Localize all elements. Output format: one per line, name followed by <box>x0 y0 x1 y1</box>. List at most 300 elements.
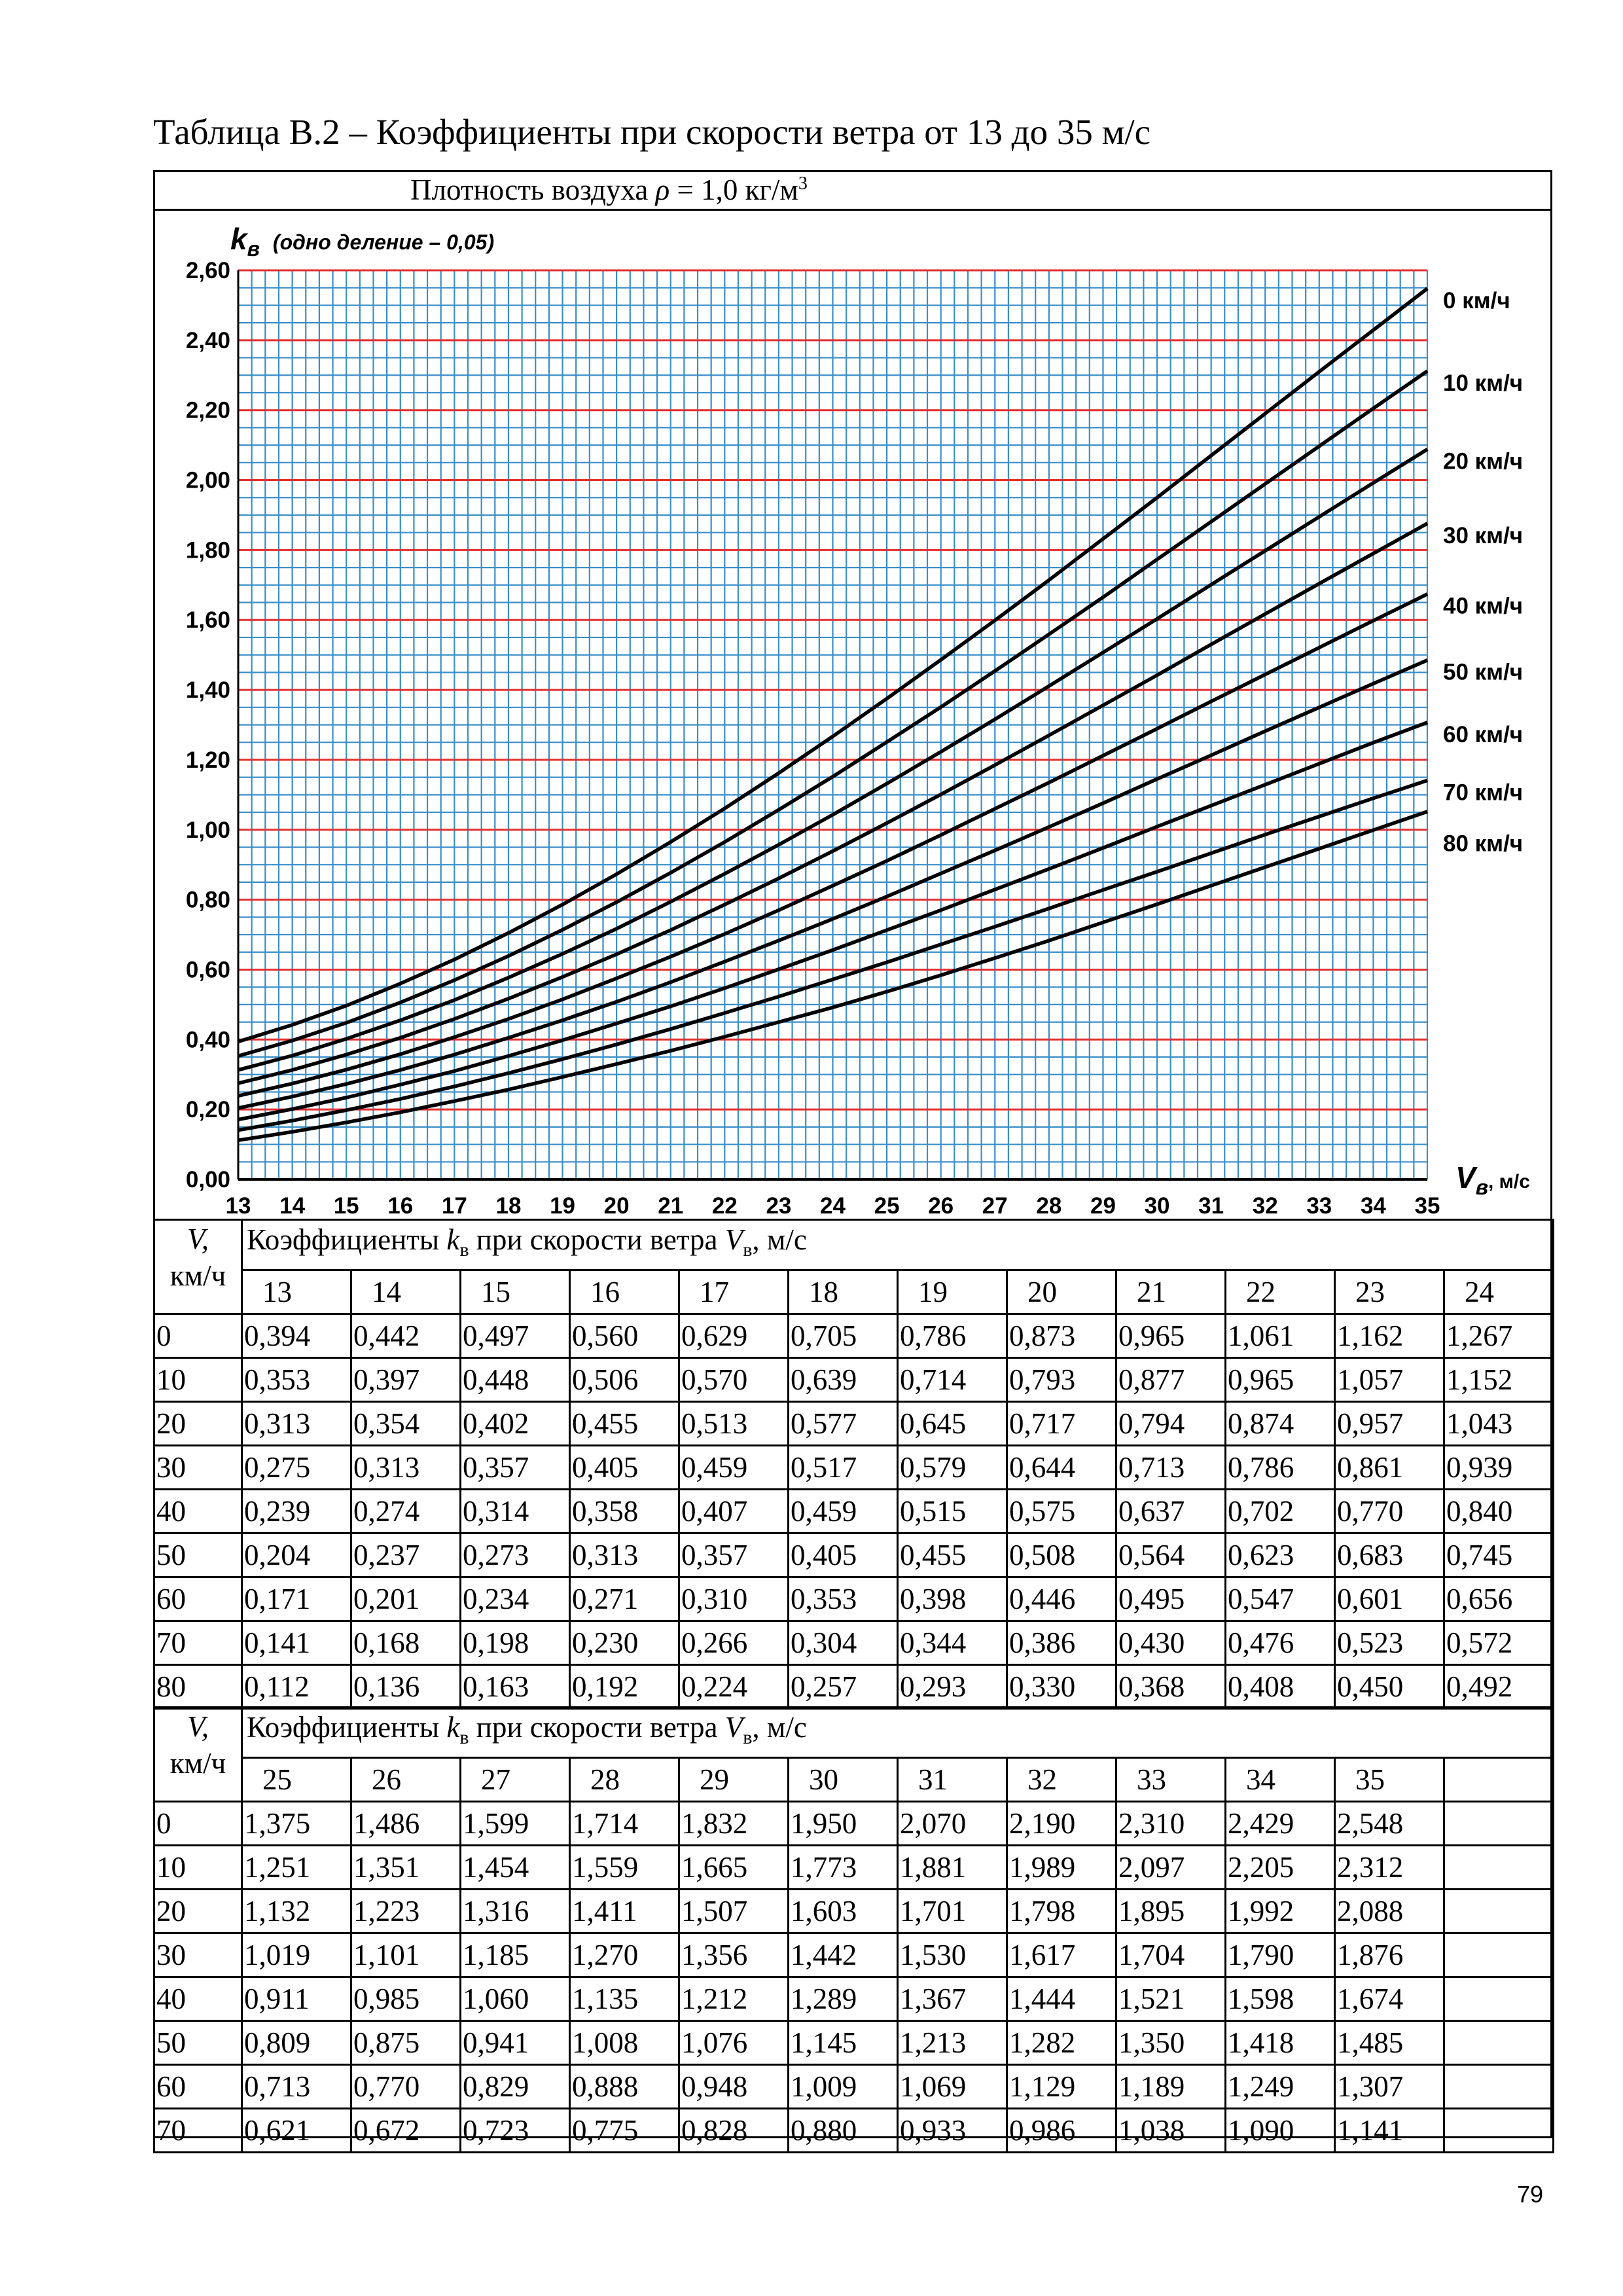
chart-grid <box>238 270 1427 1179</box>
coefficient-chart <box>155 213 1550 1219</box>
row-speed-cell: 30 <box>154 1933 242 1977</box>
coefficient-cell: 0,985 <box>351 1977 461 2021</box>
series-labels <box>1443 288 1523 857</box>
x-tick-label: 30 <box>1144 1193 1170 1219</box>
coefficient-cell: 1,289 <box>789 1977 898 2021</box>
series-label: 10 км/ч <box>1443 370 1524 396</box>
y-tick-label: 0,40 <box>185 1027 230 1053</box>
coefficient-cell: 0,717 <box>1007 1402 1116 1446</box>
coefficient-cell: 2,310 <box>1116 1802 1226 1846</box>
coefficient-cell: 1,714 <box>570 1802 679 1846</box>
coefficient-cell: 0,112 <box>242 1665 351 1709</box>
coefficient-cell: 0,497 <box>461 1314 570 1358</box>
coefficient-cell: 0,506 <box>570 1358 679 1402</box>
coefficient-cell: 1,530 <box>898 1933 1007 1977</box>
coefficient-cell: 1,674 <box>1335 1977 1444 2021</box>
speed-header-cell: 17 <box>679 1270 789 1314</box>
x-tick-label: 29 <box>1090 1193 1116 1219</box>
coefficient-cell: 0,455 <box>898 1534 1007 1577</box>
coefficient-cell: 0,911 <box>242 1977 351 2021</box>
speed-header-cell: 35 <box>1335 1758 1444 1802</box>
coefficient-cell: 0,459 <box>789 1490 898 1534</box>
coefficient-cell: 1,790 <box>1226 1933 1335 1977</box>
row-speed-cell: 70 <box>154 2109 242 2153</box>
coefficient-cell <box>1444 2021 1554 2065</box>
coefficient-cell: 2,205 <box>1226 1846 1335 1890</box>
coefficient-cell: 1,135 <box>570 1977 679 2021</box>
coefficient-cell: 0,705 <box>789 1314 898 1358</box>
x-tick-label: 33 <box>1306 1193 1332 1219</box>
coefficient-cell: 1,521 <box>1116 1977 1226 2021</box>
coefficient-cell: 0,880 <box>789 2109 898 2153</box>
coefficient-cell: 0,794 <box>1116 1402 1226 1446</box>
x-tick-label: 16 <box>387 1193 414 1219</box>
coefficient-cell: 0,874 <box>1226 1402 1335 1446</box>
speed-header-cell: 23 <box>1335 1270 1444 1314</box>
coefficient-cell: 0,570 <box>679 1358 789 1402</box>
coefficient-cell: 1,895 <box>1116 1890 1226 1933</box>
speed-header-cell: 22 <box>1226 1270 1335 1314</box>
coefficient-cell: 0,770 <box>1335 1490 1444 1534</box>
coefficients-table-2 <box>153 1706 1554 2153</box>
coefficient-cell: 0,275 <box>242 1446 351 1490</box>
table-row <box>154 1802 1554 1846</box>
coefficient-cell: 1,507 <box>679 1890 789 1933</box>
coefficient-cell: 0,672 <box>351 2109 461 2153</box>
speed-unit: км/ч <box>169 1259 226 1292</box>
coefficient-cell: 0,450 <box>1335 1665 1444 1709</box>
coefficient-cell: 1,267 <box>1444 1314 1554 1358</box>
coefficient-cell: 0,398 <box>898 1577 1007 1621</box>
speed-header-cell: 27 <box>461 1758 570 1802</box>
coefficient-cell: 0,793 <box>1007 1358 1116 1402</box>
y-tick-label: 2,00 <box>185 467 230 493</box>
coefficient-cell: 0,828 <box>679 2109 789 2153</box>
coefficient-cell: 1,356 <box>679 1933 789 1977</box>
x-tick-label: 28 <box>1036 1193 1062 1219</box>
coefficient-cell: 1,043 <box>1444 1402 1554 1446</box>
caption-k-sub: в <box>459 1727 469 1748</box>
coefficient-cell: 1,101 <box>351 1933 461 1977</box>
coefficient-cell: 0,702 <box>1226 1490 1335 1534</box>
table-row <box>154 1621 1554 1665</box>
coefficient-cell: 0,515 <box>898 1490 1007 1534</box>
coefficient-cell: 1,598 <box>1226 1977 1335 2021</box>
y-tick-label: 2,20 <box>185 397 230 423</box>
coefficient-cell: 0,310 <box>679 1577 789 1621</box>
coefficient-cell: 1,212 <box>679 1977 789 2021</box>
coefficient-cell: 1,375 <box>242 1802 351 1846</box>
coefficient-cell: 2,190 <box>1007 1802 1116 1846</box>
speed-column-header <box>154 1220 242 1314</box>
coefficient-cell: 0,861 <box>1335 1446 1444 1490</box>
coefficient-cell: 1,351 <box>351 1846 461 1890</box>
series-label: 60 км/ч <box>1443 721 1524 747</box>
caption-k: k <box>446 1223 460 1256</box>
coefficient-cell: 1,019 <box>242 1933 351 1977</box>
coefficient-cell: 0,368 <box>1116 1665 1226 1709</box>
table-row <box>154 1490 1554 1534</box>
coefficient-cell: 0,639 <box>789 1358 898 1402</box>
table-row <box>154 1402 1554 1446</box>
coefficient-cell: 0,508 <box>1007 1534 1116 1577</box>
table-row <box>154 2109 1554 2153</box>
coefficient-cell: 0,163 <box>461 1665 570 1709</box>
coefficient-cell: 1,129 <box>1007 2065 1116 2109</box>
coefficient-cell: 0,939 <box>1444 1446 1554 1490</box>
series-label: 0 км/ч <box>1443 287 1510 314</box>
coefficient-cell: 0,829 <box>461 2065 570 2109</box>
coefficient-cell: 0,786 <box>1226 1446 1335 1490</box>
x-tick-label: 25 <box>874 1193 900 1219</box>
row-speed-cell: 10 <box>154 1846 242 1890</box>
speed-header-cell <box>1444 1758 1554 1802</box>
coefficient-cell: 0,523 <box>1335 1621 1444 1665</box>
x-tick-label: 35 <box>1414 1193 1440 1219</box>
caption-v: V <box>724 1711 743 1744</box>
table-row <box>154 2021 1554 2065</box>
caption-v-sub: в <box>743 1727 753 1748</box>
coefficient-cell: 0,357 <box>461 1446 570 1490</box>
coefficient-cell: 1,223 <box>351 1890 461 1933</box>
x-tick-label: 17 <box>441 1193 467 1219</box>
table-row <box>154 1977 1554 2021</box>
coefficient-cell: 0,234 <box>461 1577 570 1621</box>
coefficient-cell: 0,601 <box>1335 1577 1444 1621</box>
x-tick-label: 22 <box>711 1193 738 1219</box>
row-speed-cell: 10 <box>154 1358 242 1402</box>
coefficient-cell: 1,270 <box>570 1933 679 1977</box>
coefficient-cell: 1,442 <box>789 1933 898 1977</box>
row-speed-cell: 60 <box>154 1577 242 1621</box>
row-speed-cell: 60 <box>154 2065 242 2109</box>
coefficient-cell: 1,486 <box>351 1802 461 1846</box>
caption-k: k <box>446 1711 460 1744</box>
coefficient-cell <box>1444 2109 1554 2153</box>
coefficient-cell: 0,575 <box>1007 1490 1116 1534</box>
coefficient-cell: 0,495 <box>1116 1577 1226 1621</box>
coefficient-cell: 1,798 <box>1007 1890 1116 1933</box>
row-speed-cell: 70 <box>154 1621 242 1665</box>
coefficient-cell: 1,145 <box>789 2021 898 2065</box>
x-axis-title <box>1455 1160 1530 1199</box>
speed-symbol: V, <box>187 1710 209 1743</box>
coefficient-cell: 0,965 <box>1116 1314 1226 1358</box>
coefficient-cell: 0,386 <box>1007 1621 1116 1665</box>
speed-header-cell: 26 <box>351 1758 461 1802</box>
coefficient-cell: 0,492 <box>1444 1665 1554 1709</box>
coefficient-cell: 1,665 <box>679 1846 789 1890</box>
coefficient-cell: 2,097 <box>1116 1846 1226 1890</box>
coefficient-cell: 0,564 <box>1116 1534 1226 1577</box>
coefficient-cell: 1,773 <box>789 1846 898 1890</box>
y-axis-symbol-sub: в <box>247 237 260 260</box>
row-speed-cell: 40 <box>154 1490 242 1534</box>
coefficient-cell: 1,367 <box>898 1977 1007 2021</box>
x-tick-label: 21 <box>658 1193 684 1219</box>
speed-header-cell: 24 <box>1444 1270 1554 1314</box>
table-row <box>154 1446 1554 1490</box>
row-speed-cell: 30 <box>154 1446 242 1490</box>
coefficient-cell: 0,623 <box>1226 1534 1335 1577</box>
coefficient-cell: 0,957 <box>1335 1402 1444 1446</box>
caption-v-sub: в <box>743 1239 753 1261</box>
caption-suffix: , м/с <box>752 1711 807 1744</box>
caption-mid: при скорости ветра <box>469 1223 725 1256</box>
coefficient-cell: 0,408 <box>1226 1665 1335 1709</box>
coefficient-cell <box>1444 1890 1554 1933</box>
caption-mid: при скорости ветра <box>469 1711 725 1744</box>
coefficient-cell: 0,713 <box>242 2065 351 2109</box>
speed-header-cell: 21 <box>1116 1270 1226 1314</box>
x-tick-label: 31 <box>1198 1193 1224 1219</box>
speed-header-cell: 19 <box>898 1270 1007 1314</box>
y-axis-symbol: k <box>230 222 247 256</box>
speed-header-cell: 28 <box>570 1758 679 1802</box>
coefficient-cell: 0,875 <box>351 2021 461 2065</box>
coefficient-cell: 1,307 <box>1335 2065 1444 2109</box>
coefficient-cell: 0,407 <box>679 1490 789 1534</box>
coefficient-cell: 0,645 <box>898 1402 1007 1446</box>
coefficient-cell: 0,201 <box>351 1577 461 1621</box>
row-speed-cell: 20 <box>154 1402 242 1446</box>
speed-symbol: V, <box>187 1223 209 1255</box>
coefficient-cell: 0,933 <box>898 2109 1007 2153</box>
coefficient-cell: 0,237 <box>351 1534 461 1577</box>
series-label: 40 км/ч <box>1443 593 1524 619</box>
row-speed-cell: 80 <box>154 1665 242 1709</box>
coefficient-cell: 1,061 <box>1226 1314 1335 1358</box>
coefficient-cell: 0,941 <box>461 2021 570 2065</box>
coefficient-cell: 1,603 <box>789 1890 898 1933</box>
x-tick-label: 26 <box>928 1193 954 1219</box>
coefficient-cell: 0,547 <box>1226 1577 1335 1621</box>
coefficient-cell: 2,312 <box>1335 1846 1444 1890</box>
density-row <box>153 170 1552 211</box>
coefficient-cell: 1,090 <box>1226 2109 1335 2153</box>
coefficient-cell: 1,316 <box>461 1890 570 1933</box>
coefficient-cell: 0,965 <box>1226 1358 1335 1402</box>
table-row <box>154 1846 1554 1890</box>
coefficient-cell: 0,304 <box>789 1621 898 1665</box>
y-tick-label: 0,00 <box>185 1167 230 1193</box>
speed-header-cell: 20 <box>1007 1270 1116 1314</box>
coefficient-cell: 0,293 <box>898 1665 1007 1709</box>
coefficient-cell: 0,448 <box>461 1358 570 1402</box>
coefficient-cell: 1,076 <box>679 2021 789 2065</box>
coefficient-cell: 1,213 <box>898 2021 1007 2065</box>
coefficient-cell <box>1444 1933 1554 1977</box>
row-speed-cell: 50 <box>154 2021 242 2065</box>
coefficient-cell: 0,224 <box>679 1665 789 1709</box>
coefficient-cell: 0,745 <box>1444 1534 1554 1577</box>
density-prefix: Плотность воздуха <box>410 173 656 206</box>
coefficient-cell: 2,088 <box>1335 1890 1444 1933</box>
coefficient-cell <box>1444 1977 1554 2021</box>
y-tick-label: 2,60 <box>185 258 230 283</box>
x-tick-label: 15 <box>333 1193 359 1219</box>
coefficient-cell: 0,629 <box>679 1314 789 1358</box>
x-tick-label: 18 <box>495 1193 522 1219</box>
coefficient-cell: 0,786 <box>898 1314 1007 1358</box>
coefficient-cell: 0,513 <box>679 1402 789 1446</box>
coefficient-cell: 0,402 <box>461 1402 570 1446</box>
coefficient-cell: 1,008 <box>570 2021 679 2065</box>
coefficient-cell: 0,257 <box>789 1665 898 1709</box>
y-axis-note: (одно деление – 0,05) <box>272 230 495 254</box>
coefficient-cell: 1,485 <box>1335 2021 1444 2065</box>
coefficient-cell: 0,770 <box>351 2065 461 2109</box>
coefficient-cell: 1,141 <box>1335 2109 1444 2153</box>
coefficient-cell: 0,239 <box>242 1490 351 1534</box>
x-tick-label: 34 <box>1360 1193 1386 1219</box>
row-speed-cell: 20 <box>154 1890 242 1933</box>
coefficient-cell: 0,204 <box>242 1534 351 1577</box>
coefficient-cell: 1,444 <box>1007 1977 1116 2021</box>
speed-header-cell: 34 <box>1226 1758 1335 1802</box>
y-tick-label: 0,60 <box>185 957 230 983</box>
coefficient-cell: 0,517 <box>789 1446 898 1490</box>
coefficient-cell <box>1444 1846 1554 1890</box>
coefficient-cell: 0,459 <box>679 1446 789 1490</box>
coefficient-cell: 1,009 <box>789 2065 898 2109</box>
coefficient-cell: 1,060 <box>461 1977 570 2021</box>
coefficient-cell: 1,881 <box>898 1846 1007 1890</box>
coefficient-cell: 1,832 <box>679 1802 789 1846</box>
x-tick-labels <box>226 1193 1440 1219</box>
coefficient-cell: 2,548 <box>1335 1802 1444 1846</box>
speed-header-cell: 30 <box>789 1758 898 1802</box>
coefficient-cell: 0,986 <box>1007 2109 1116 2153</box>
coefficient-cell: 0,405 <box>789 1534 898 1577</box>
coefficient-cell: 1,152 <box>1444 1358 1554 1402</box>
coefficient-cell: 0,873 <box>1007 1314 1116 1358</box>
coefficient-cell: 0,230 <box>570 1621 679 1665</box>
page-title: Таблица В.2 – Коэффициенты при скорости ветра от 13 до 35 м/с <box>153 112 1151 152</box>
row-speed-cell: 50 <box>154 1534 242 1577</box>
series-label: 50 км/ч <box>1443 659 1524 685</box>
table-row <box>154 1314 1554 1358</box>
x-tick-label: 27 <box>982 1193 1008 1219</box>
coefficient-cell: 0,354 <box>351 1402 461 1446</box>
coefficient-cell: 1,599 <box>461 1802 570 1846</box>
series-label: 80 км/ч <box>1443 831 1524 857</box>
speed-header-cell: 16 <box>570 1270 679 1314</box>
table-row <box>154 1933 1554 1977</box>
coefficient-cell: 1,038 <box>1116 2109 1226 2153</box>
coefficient-cell: 0,714 <box>898 1358 1007 1402</box>
y-tick-label: 1,80 <box>185 537 230 564</box>
coefficient-cell: 1,418 <box>1226 2021 1335 2065</box>
coefficient-cell: 1,989 <box>1007 1846 1116 1890</box>
coefficient-cell: 0,344 <box>898 1621 1007 1665</box>
y-tick-label: 1,00 <box>185 817 230 843</box>
coefficient-cell: 0,274 <box>351 1490 461 1534</box>
coefficient-cell: 0,357 <box>679 1534 789 1577</box>
coefficient-cell: 0,713 <box>1116 1446 1226 1490</box>
x-axis-symbol-sub: в <box>1475 1175 1489 1199</box>
coefficient-cell: 1,411 <box>570 1890 679 1933</box>
series-label: 20 км/ч <box>1443 448 1524 475</box>
coefficient-cell: 1,950 <box>789 1802 898 1846</box>
coefficient-cell: 1,876 <box>1335 1933 1444 1977</box>
speed-column-header <box>154 1708 242 1802</box>
caption-k-sub: в <box>459 1239 469 1261</box>
coefficient-cell: 1,069 <box>898 2065 1007 2109</box>
x-tick-label: 32 <box>1252 1193 1278 1219</box>
caption-suffix: , м/с <box>752 1223 807 1256</box>
coefficient-cell: 0,168 <box>351 1621 461 1665</box>
x-tick-label: 24 <box>820 1193 846 1219</box>
coefficient-cell <box>1444 2065 1554 2109</box>
speed-header-cell: 25 <box>242 1758 351 1802</box>
coefficient-cell: 0,141 <box>242 1621 351 1665</box>
coefficient-cell: 0,656 <box>1444 1577 1554 1621</box>
density-caption <box>410 173 808 207</box>
coefficient-cell: 0,644 <box>1007 1446 1116 1490</box>
table-row <box>154 1577 1554 1621</box>
coefficient-cell: 0,560 <box>570 1314 679 1358</box>
coefficient-cell: 0,476 <box>1226 1621 1335 1665</box>
y-tick-label: 0,20 <box>185 1097 230 1123</box>
table-row <box>154 2065 1554 2109</box>
coefficient-cell: 1,559 <box>570 1846 679 1890</box>
coefficient-cell: 0,775 <box>570 2109 679 2153</box>
speed-header-cell: 31 <box>898 1758 1007 1802</box>
coefficient-cell: 0,192 <box>570 1665 679 1709</box>
y-tick-label: 1,60 <box>185 607 230 634</box>
coefficient-cell: 0,397 <box>351 1358 461 1402</box>
coefficient-cell: 2,429 <box>1226 1802 1335 1846</box>
coefficient-cell: 1,251 <box>242 1846 351 1890</box>
coefficient-cell: 0,455 <box>570 1402 679 1446</box>
table-caption <box>242 1220 1554 1270</box>
y-axis-title <box>230 222 494 260</box>
y-tick-label: 2,40 <box>185 327 230 353</box>
page-number: 79 <box>1517 2181 1544 2208</box>
coefficient-cell: 0,171 <box>242 1577 351 1621</box>
y-tick-labels <box>186 258 230 1193</box>
coefficient-cell: 0,683 <box>1335 1534 1444 1577</box>
coefficient-cell: 0,637 <box>1116 1490 1226 1534</box>
y-tick-label: 0,80 <box>185 887 230 913</box>
coefficient-cell: 1,162 <box>1335 1314 1444 1358</box>
coefficient-cell: 0,353 <box>242 1358 351 1402</box>
coefficients-table-1 <box>153 1219 1554 1710</box>
coefficient-cell <box>1444 1802 1554 1846</box>
coefficient-cell: 1,057 <box>1335 1358 1444 1402</box>
coefficient-cell: 0,442 <box>351 1314 461 1358</box>
coefficient-cell: 0,330 <box>1007 1665 1116 1709</box>
density-unit-power: 3 <box>798 173 808 194</box>
coefficient-cell: 0,621 <box>242 2109 351 2153</box>
coefficient-cell: 0,579 <box>898 1446 1007 1490</box>
coefficient-cell: 0,353 <box>789 1577 898 1621</box>
speed-header-cell: 33 <box>1116 1758 1226 1802</box>
table-row <box>154 1358 1554 1402</box>
coefficient-cell: 0,877 <box>1116 1358 1226 1402</box>
caption-prefix: Коэффициенты <box>247 1711 447 1744</box>
speed-header-cell: 15 <box>461 1270 570 1314</box>
coefficient-cell: 0,948 <box>679 2065 789 2109</box>
coefficient-cell: 1,617 <box>1007 1933 1116 1977</box>
density-symbol: ρ <box>655 173 670 206</box>
coefficient-cell: 0,266 <box>679 1621 789 1665</box>
density-value: = 1,0 кг/м <box>669 173 798 206</box>
x-tick-label: 14 <box>279 1193 306 1219</box>
coefficient-cell: 0,394 <box>242 1314 351 1358</box>
caption-v: V <box>724 1223 743 1256</box>
